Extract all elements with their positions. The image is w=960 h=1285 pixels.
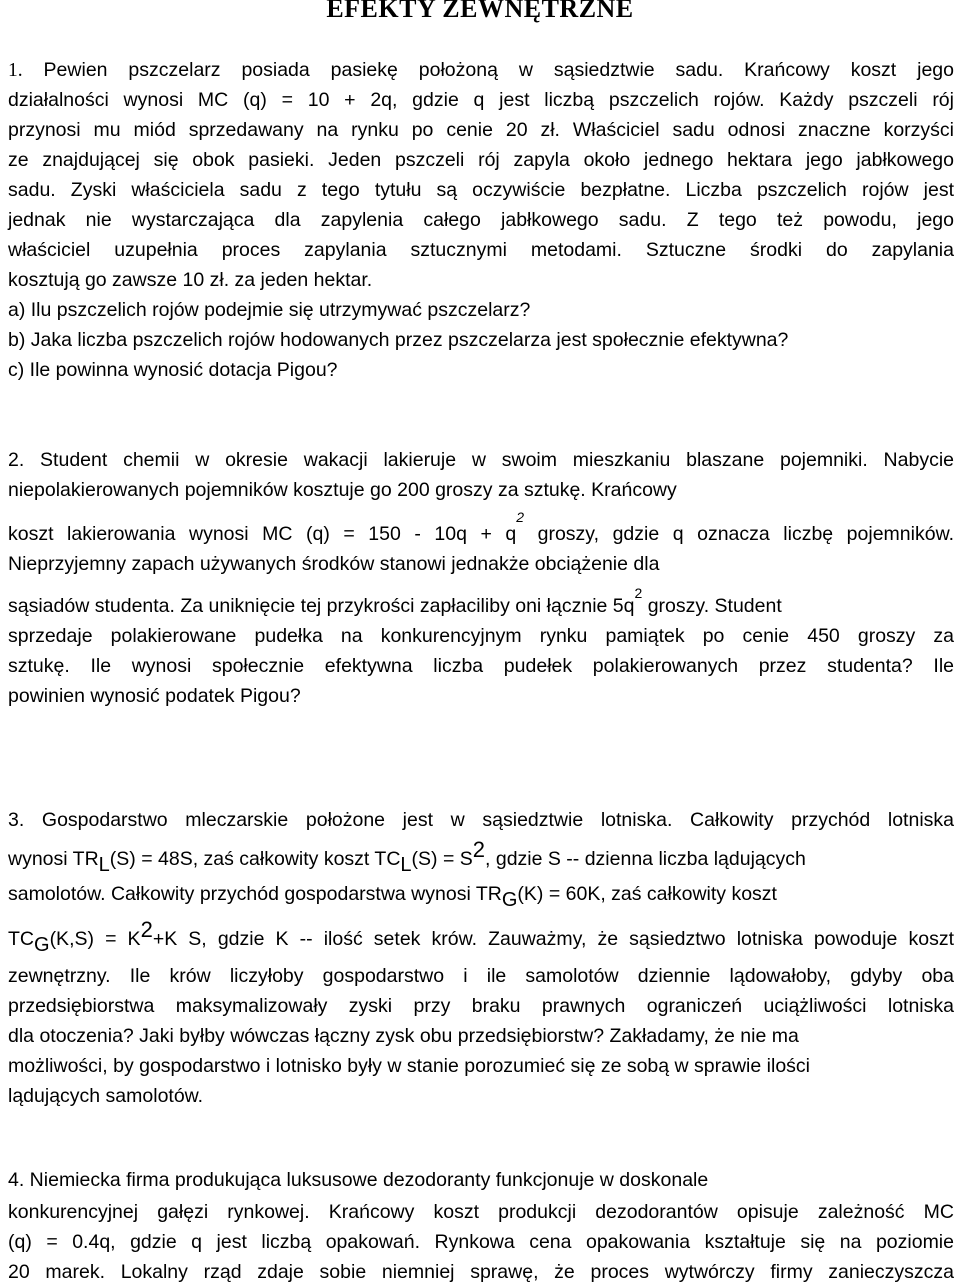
problem-2-line-3-rest: groszy, gdzie q oznacza liczbę pojemników. [524, 523, 954, 545]
superscript-2: 2 [472, 837, 486, 862]
t: (K) = 60K, zaś całkowity koszt [517, 883, 777, 905]
problem-3-line-7: dla otoczenia? Jaki byłby wówczas łączny zysk obu przedsiębiorstw? Zakładamy, że nie ma [8, 1025, 799, 1047]
problem-1-line-8: kosztują go zawsze 10 zł. za jeden hektar. [8, 269, 373, 291]
problem-2-line-5 [8, 585, 954, 619]
problem-4-line-2: konkurencyjnej gałęzi rynkowej. Krańcowy koszt produkcji dezodorantów opisuje zależność MC [8, 1201, 954, 1223]
problem-2-line-1: 2. Student chemii w okresie wakacji lakieruje w swoim mieszkaniu blaszane pojemniki. Nabycie [8, 449, 954, 471]
superscript-2: 2 [516, 509, 525, 525]
subscript-g: G [501, 889, 518, 911]
problem-2-line-7: sztukę. Ile wynosi społecznie efektywna liczba pudełek polakierowanych przez studenta? Ile [8, 655, 954, 677]
problem-4-line-3: (q) = 0.4q, gdzie q jest liczbą opakowań. Rynkowa cena opakowania kształtuje się na poziomie [8, 1231, 954, 1253]
subscript-l: L [98, 854, 110, 876]
problem-3-line-5: zewnętrzny. Ile krów liczyłoby gospodarstwo i ile samolotów dziennie lądowałoby, gdyby oba [8, 965, 954, 987]
problem-1-line-4: ze znajdującej się obok pasieki. Jeden pszczeli rój zapyla około jednego hektara jego jabłkowego [8, 149, 954, 171]
superscript-2: 2 [140, 917, 153, 942]
problem-3-line-1: 3. Gospodarstwo mleczarskie położone jest w sąsiedztwie lotniska. Całkowity przychód lotniska [8, 809, 954, 831]
problem-1-text: Pewien pszczelarz posiada pasiekę położoną w sąsiedztwie sadu. Krańcowy koszt jego [43, 59, 954, 81]
t: TC [8, 928, 34, 950]
t: samolotów. Całkowity przychód gospodarstwa wynosi TR [8, 883, 502, 905]
problem-4-line-4: 20 marek. Lokalny rząd zdaje sobie niemniej sprawę, że proces wytwórczy firmy zanieczyszcza [8, 1261, 954, 1283]
t: (S) = 48S, zaś całkowity koszt TC [109, 848, 401, 870]
problem-3-line-9: lądujących samolotów. [8, 1085, 204, 1107]
problem-2-line-3 [8, 509, 954, 547]
problem-2-line-5-rest: groszy. Student [642, 595, 782, 617]
problem-1-line-1 [8, 58, 954, 83]
problem-3-line-8: możliwości, by gospodarstwo i lotnisko były w stanie porozumieć się ze sobą w sprawie ilości [8, 1055, 810, 1077]
problem-1-line-7: właściciel uzupełnia proces zapylania sztucznymi metodami. Sztuczne środki do zapylania [8, 239, 954, 261]
problem-1-line-5: sadu. Zyski właściciela sadu z tego tytułu są oczywiście bezpłatne. Liczba pszczelich rojów jest [8, 179, 954, 201]
problem-1-line-2: działalności wynosi MC (q) = 10 + 2q, gdzie q jest liczbą pszczelich rojów. Każdy pszczeli rój [8, 89, 954, 111]
t: wynosi TR [8, 848, 99, 870]
problem-2-line-8: powinien wynosić podatek Pigou? [8, 685, 301, 707]
problem-3-line-4 [8, 917, 954, 956]
t: (S) = S [411, 848, 473, 870]
problem-2-line-2: niepolakierowanych pojemników kosztuje go 200 groszy za sztukę. Krańcowy [8, 479, 677, 501]
problem-2-line-5-text: sąsiadów studenta. Za uniknięcie tej przykrości zapłaciliby oni łącznie 5q [8, 595, 635, 617]
problem-1-question-a: a) Ilu pszczelich rojów podejmie się utrzymywać pszczelarz? [8, 299, 531, 321]
t: +K S, gdzie K -- ilość setek krów. Zauważmy, że sąsiedztwo lotniska powoduje koszt [152, 928, 954, 950]
subscript-g: G [34, 934, 50, 956]
problem-3-line-3 [8, 882, 954, 911]
problem-1-number: 1. [8, 60, 23, 81]
problem-2-line-6: sprzedaje polakierowane pudełka na konkurencyjnym rynku pamiątek po cenie 450 groszy za [8, 625, 954, 647]
t: , gdzie S -- dzienna liczba lądujących [485, 848, 806, 870]
problem-2-line-4: Nieprzyjemny zapach używanych środków stanowi jednakże obciążenie dla [8, 553, 660, 575]
problem-1-question-c: c) Ile powinna wynosić dotacja Pigou? [8, 359, 338, 381]
problem-3-line-2 [8, 837, 954, 876]
problem-1-line-3: przynosi mu miód sprzedawany na rynku po cenie 20 zł. Właściciel sadu odnosi znaczne korzyści [8, 119, 954, 141]
problem-4-line-1: 4. Niemiecka firma produkująca luksusowe dezodoranty funkcjonuje w doskonale [8, 1169, 709, 1191]
subscript-l: L [400, 854, 412, 876]
problem-1-question-b: b) Jaka liczba pszczelich rojów hodowanych przez pszczelarza jest społecznie efektywna? [8, 329, 789, 351]
problem-1-line-6: jednak nie wystarczająca dla zapylenia całego jabłkowego sadu. Z tego też powodu, jego [8, 209, 954, 231]
superscript-2: 2 [634, 585, 643, 601]
problem-2-formula-text: koszt lakierowania wynosi MC (q) = 150 - 10q + q [8, 523, 517, 545]
t: (K,S) = K [49, 928, 141, 950]
page-title: EFEKTY ZEWNĘTRZNE [326, 0, 634, 23]
problem-3-line-6: przedsiębiorstwa maksymalizowały zyski przy braku prawnych ograniczeń uciążliwości lotniska [8, 995, 954, 1017]
